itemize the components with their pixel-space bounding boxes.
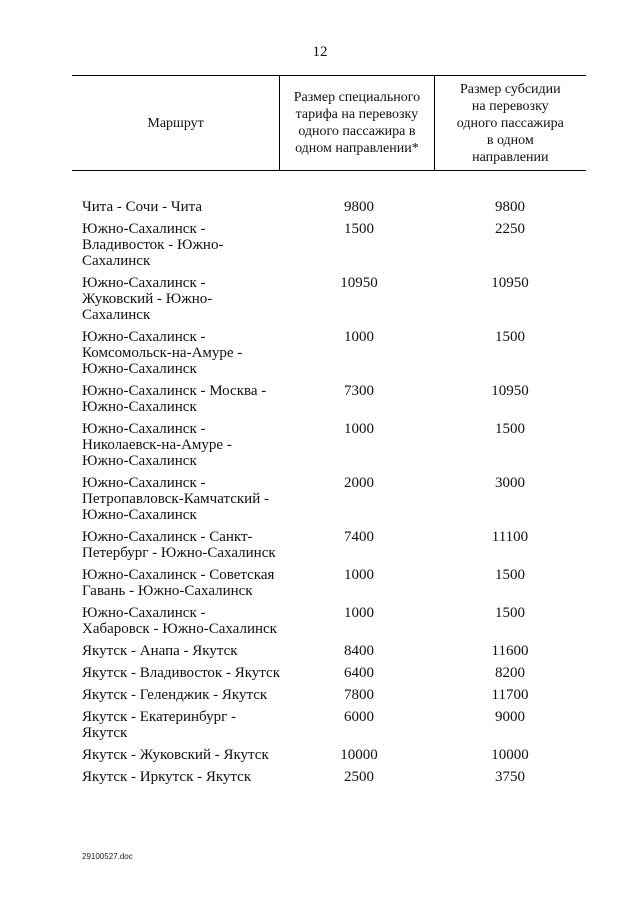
header-subsidy-line: в одном — [486, 132, 534, 148]
table-row — [72, 275, 586, 323]
tariff-table — [72, 75, 586, 791]
route-line: Южно-Сахалинск — [82, 453, 197, 469]
route-cell — [72, 475, 284, 523]
route-line: Якутск - Екатеринбург - — [82, 709, 236, 725]
table-row — [72, 529, 586, 561]
table-header-row — [72, 76, 586, 171]
route-cell — [72, 421, 284, 469]
tariff-cell: 7300 — [344, 383, 374, 399]
table-row — [72, 769, 586, 785]
route-cell — [72, 567, 284, 599]
subsidy-cell: 9800 — [495, 199, 525, 215]
subsidy-cell: 10950 — [491, 275, 529, 291]
table-row — [72, 747, 586, 763]
header-subsidy-line: Размер субсидии — [459, 81, 561, 97]
route-line: Якутск - Анапа - Якутск — [82, 643, 238, 659]
route-line: Южно-Сахалинск - Санкт- — [82, 529, 253, 545]
route-line: Южно-Сахалинск - — [82, 605, 206, 621]
subsidy-cell: 1500 — [495, 329, 525, 345]
table-body — [72, 171, 586, 785]
route-cell — [72, 665, 284, 681]
route-line: Комсомольск-на-Амуре - — [82, 345, 243, 361]
route-line: Чита - Сочи - Чита — [82, 199, 203, 215]
route-cell — [72, 329, 284, 377]
route-line: Южно-Сахалинск - — [82, 275, 206, 291]
footer-doc-code: 29100527.doc — [82, 852, 133, 861]
route-line: Якутск - Жуковский - Якутск — [82, 747, 269, 763]
subsidy-cell: 8200 — [495, 665, 525, 681]
route-line: Николаевск-на-Амуре - — [82, 437, 232, 453]
subsidy-cell: 11600 — [491, 643, 529, 659]
tariff-cell: 7400 — [344, 529, 374, 545]
route-line: Якутск - Владивосток - Якутск — [82, 665, 280, 681]
header-tariff-line: одного пассажира в — [298, 124, 416, 139]
tariff-cell: 6000 — [344, 709, 374, 725]
subsidy-cell: 10000 — [491, 747, 529, 763]
route-line: Якутск — [82, 725, 128, 741]
subsidy-cell: 3750 — [495, 769, 525, 785]
route-cell — [72, 643, 284, 659]
tariff-cell: 1000 — [344, 605, 374, 621]
header-tariff-line: одном направлении* — [295, 141, 419, 156]
header-tariff-line: тарифа на перевозку — [295, 107, 419, 122]
route-line: Якутск - Геленджик - Якутск — [82, 687, 268, 703]
tariff-cell: 1000 — [344, 329, 374, 345]
route-line: Гавань - Южно-Сахалинск — [82, 583, 253, 599]
tariff-cell: 6400 — [344, 665, 374, 681]
tariff-cell: 2500 — [344, 769, 374, 785]
subsidy-cell: 3000 — [495, 475, 525, 491]
table-row — [72, 199, 586, 215]
route-cell — [72, 769, 284, 785]
route-cell — [72, 747, 284, 763]
tariff-cell: 8400 — [344, 643, 374, 659]
subsidy-cell: 1500 — [495, 567, 525, 583]
route-line: Южно-Сахалинск — [82, 399, 197, 415]
tariff-cell: 1000 — [344, 421, 374, 437]
route-cell — [72, 687, 284, 703]
header-route — [72, 76, 280, 170]
route-cell — [72, 221, 284, 269]
tariff-cell: 10950 — [340, 275, 378, 291]
route-line: Петропавловск-Камчатский - — [82, 491, 269, 507]
route-cell — [72, 605, 284, 637]
table-row — [72, 605, 586, 637]
tariff-cell: 2000 — [344, 475, 374, 491]
table-row — [72, 687, 586, 703]
header-tariff — [280, 76, 434, 170]
route-cell — [72, 275, 284, 323]
page-number: 12 — [312, 44, 328, 60]
subsidy-cell: 11700 — [491, 687, 529, 703]
table-row — [72, 709, 586, 741]
table-row — [72, 643, 586, 659]
route-cell — [72, 383, 284, 415]
subsidy-cell: 1500 — [495, 605, 525, 621]
route-cell — [72, 199, 284, 215]
subsidy-cell: 1500 — [495, 421, 525, 437]
route-line: Владивосток - Южно- — [82, 237, 224, 253]
route-line: Южно-Сахалинск - — [82, 329, 206, 345]
route-cell — [72, 709, 284, 741]
route-line: Сахалинск — [82, 253, 151, 269]
subsidy-cell: 9000 — [495, 709, 525, 725]
table-row — [72, 475, 586, 523]
subsidy-cell: 2250 — [495, 221, 525, 237]
route-line: Якутск - Иркутск - Якутск — [82, 769, 252, 785]
table-row — [72, 383, 586, 415]
tariff-cell: 9800 — [344, 199, 374, 215]
route-line: Жуковский - Южно- — [82, 291, 213, 307]
route-line: Южно-Сахалинск - Советская — [82, 567, 275, 583]
route-line: Южно-Сахалинск - — [82, 475, 206, 491]
route-line: Южно-Сахалинск — [82, 507, 197, 523]
table-row — [72, 421, 586, 469]
route-line: Хабаровск - Южно-Сахалинск — [82, 621, 277, 637]
subsidy-cell: 11100 — [491, 529, 529, 545]
route-line: Южно-Сахалинск - — [82, 221, 206, 237]
tariff-cell: 1000 — [344, 567, 374, 583]
route-cell — [72, 529, 284, 561]
table-row — [72, 567, 586, 599]
table-row — [72, 329, 586, 377]
subsidy-cell: 10950 — [491, 383, 529, 399]
tariff-cell: 7800 — [344, 687, 374, 703]
route-line: Южно-Сахалинск — [82, 361, 197, 377]
header-tariff-line: Размер специального — [293, 90, 421, 105]
table-row — [72, 665, 586, 681]
route-line: Южно-Сахалинск - — [82, 421, 206, 437]
tariff-cell: 10000 — [340, 747, 378, 763]
route-line: Петербург - Южно-Сахалинск — [82, 545, 276, 561]
header-subsidy — [435, 76, 586, 170]
tariff-cell: 1500 — [344, 221, 374, 237]
header-route-label: Маршрут — [147, 115, 204, 131]
route-line: Южно-Сахалинск - Москва - — [82, 383, 267, 399]
header-subsidy-line: на перевозку — [471, 98, 549, 114]
route-line: Сахалинск — [82, 307, 151, 323]
header-subsidy-line: направлении — [472, 149, 549, 165]
header-subsidy-line: одного пассажира — [456, 115, 564, 131]
table-row — [72, 221, 586, 269]
